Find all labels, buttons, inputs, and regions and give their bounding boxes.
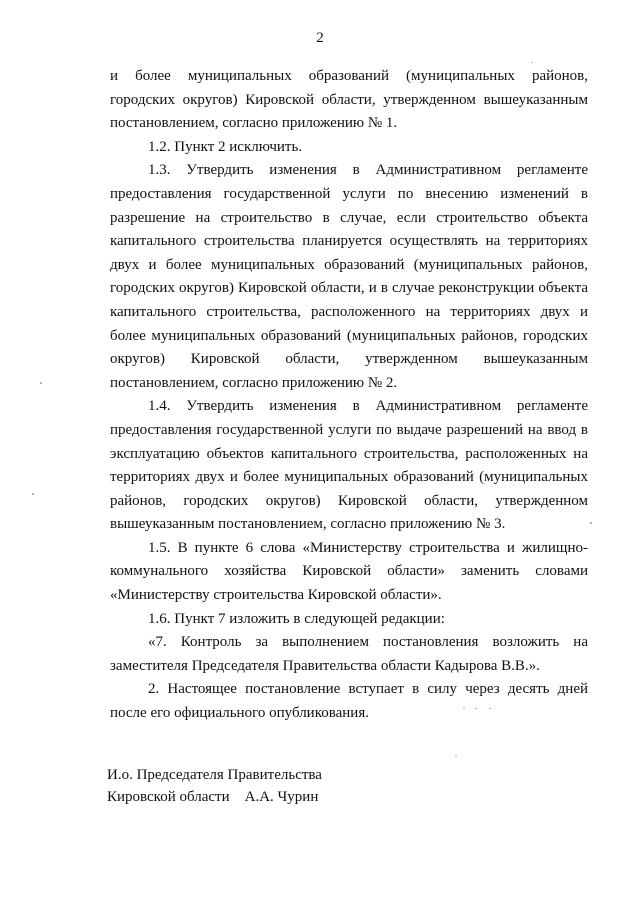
- paragraph-2: 2. Настоящее постановление вступает в силу через десять дней после его официального опубликования.: [110, 681, 588, 722]
- document-body: [110, 65, 588, 726]
- signature-block: [107, 764, 322, 808]
- scan-speck: [32, 493, 34, 495]
- signature-title: И.о. Председателя Правительства: [107, 767, 322, 783]
- paragraph-1-4: 1.4. Утвердить изменения в Административном регламенте предоставления государственной услуги по выдаче разрешений на ввод в эксплуатацию объектов капитального строительства, расположенных на территориях двух и более муниципальных образований (муниципальных районов, городских округов) Кировской области, утвержденном вышеуказанным постановлением, согласно приложению № 3.: [110, 398, 588, 533]
- scan-speck: [531, 62, 533, 63]
- paragraph-1-6: 1.6. Пункт 7 изложить в следующей редакции:: [148, 610, 445, 627]
- paragraph-continuation: и более муниципальных образований (муниципальных районов, городских округов) Кировской области, утвержденном вышеуказанным постановлением, согласно приложению № 1.: [110, 68, 588, 132]
- scan-speck: [475, 708, 477, 709]
- scan-speck: [40, 382, 42, 384]
- signature-name: Кировской области А.А. Чурин: [107, 789, 319, 805]
- paragraph-1-2: 1.2. Пункт 2 исключить.: [148, 138, 303, 155]
- scan-speck: [489, 708, 491, 709]
- scan-speck: [590, 522, 592, 524]
- scan-speck: [455, 755, 457, 756]
- scan-speck: [463, 708, 465, 709]
- paragraph-1-3: 1.3. Утвердить изменения в Административном регламенте предоставления государственной услуги по внесению изменений в разрешение на строительство в случае, если строительство объекта капитального строительства планируется осуществлять на территориях двух и более муниципальных образований (муниципальных районов, городских округов) Кировской области, и в случае реконструкции объекта капитального строительства, расположенного на территориях двух и более муниципальных образований (муниципальных районов, городских округов) Кировской области, утвержденном вышеуказанным постановлением, согласно приложению № 2.: [110, 162, 588, 391]
- paragraph-point-7-quote: «7. Контроль за выполнением постановления возложить на заместителя Председателя Правительства области Кадырова В.В.».: [110, 634, 588, 674]
- page-number: 2: [316, 30, 324, 46]
- paragraph-1-5: 1.5. В пункте 6 слова «Министерству строительства и жилищно-коммунального хозяйства Кировской области» заменить словами «Министерству строительства Кировской области».: [110, 539, 588, 604]
